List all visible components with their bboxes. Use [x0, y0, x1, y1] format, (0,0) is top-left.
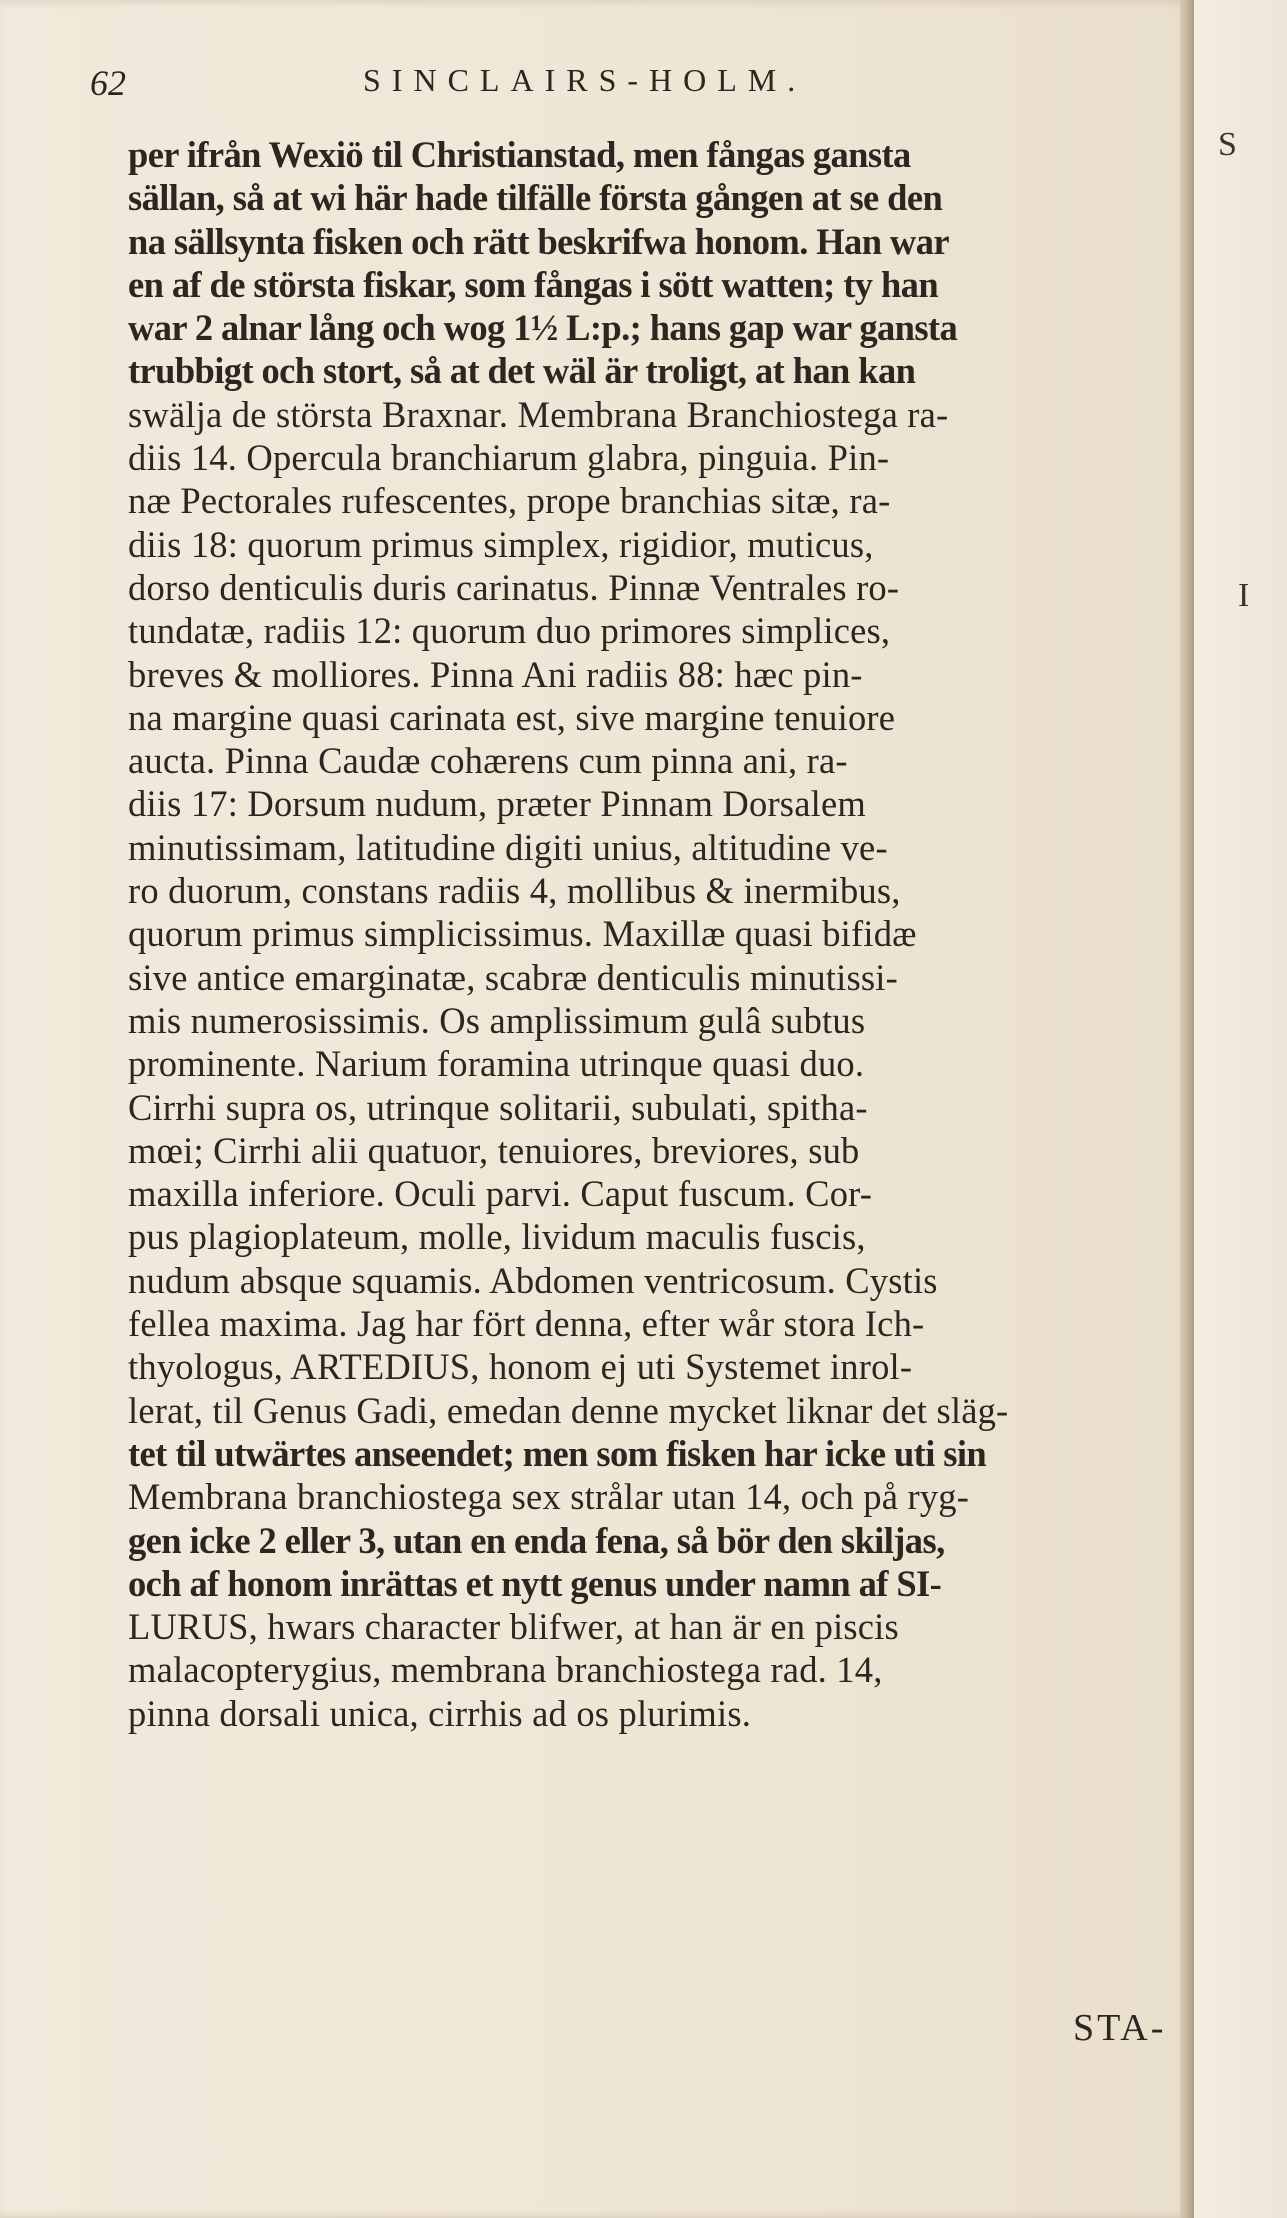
text-line: diis 18: quorum primus simplex, rigidior, muticus, — [128, 523, 874, 565]
text-line: ro duorum, constans radiis 4, mollibus & inermibus, — [128, 870, 901, 912]
text-line: LURUS, hwars character blifwer, at han är en piscis — [128, 1606, 899, 1648]
text-line: prominente. Narium foramina utrinque quasi duo. — [128, 1043, 865, 1085]
text-line: lerat, til Genus Gadi, emedan denne mycket liknar det släg- — [128, 1389, 1009, 1431]
body-text — [128, 133, 1203, 1735]
text-line: tundatæ, radiis 12: quorum duo primores simplices, — [128, 610, 891, 652]
text-line: næ Pectorales rufescentes, prope branchias sitæ, ra- — [128, 480, 891, 522]
text-line: per ifrån Wexiö til Christianstad, men fångas gansta — [128, 134, 911, 175]
text-line: Membrana branchiostega sex strålar utan 14, och på ryg- — [128, 1476, 970, 1518]
text-line: fellea maxima. Jag har fört denna, efter wår stora Ich- — [128, 1303, 925, 1345]
text-line: trubbigt och stort, så at det wäl är troligt, at han kan — [128, 350, 916, 392]
page-header — [90, 62, 1150, 122]
text-line: maxilla inferiore. Oculi parvi. Caput fuscum. Cor- — [128, 1173, 873, 1215]
page-gutter — [1180, 0, 1194, 2218]
text-line: quorum primus simplicissimus. Maxillæ quasi bifidæ — [128, 913, 917, 955]
text-line: aucta. Pinna Caudæ cohærens cum pinna ani, ra- — [128, 740, 848, 782]
text-line: nudum absque squamis. Abdomen ventricosum. Cystis — [128, 1259, 938, 1301]
text-line: pus plagioplateum, molle, lividum maculis fuscis, — [128, 1216, 866, 1258]
text-line: diis 17: Dorsum nudum, præter Pinnam Dorsalem — [128, 783, 866, 825]
text-line: swälja de största Braxnar. Membrana Branchiostega ra- — [128, 393, 949, 435]
page-number: 62 — [90, 63, 126, 103]
facing-page-edge — [1194, 0, 1287, 2218]
text-line: breves & molliores. Pinna Ani radiis 88: hæc pin- — [128, 653, 863, 695]
text-line: pinna dorsali unica, cirrhis ad os plurimis. — [128, 1692, 752, 1734]
text-line: thyologus, ARTEDIUS, honom ej uti Systemet inrol- — [128, 1346, 913, 1388]
text-line: minutissimam, latitudine digiti unius, altitudine ve- — [128, 826, 888, 868]
text-line: en af de största fiskar, som fångas i sött watten; ty han — [128, 263, 939, 305]
text-line: gen icke 2 eller 3, utan en enda fena, så bör den skiljas, — [128, 1519, 945, 1561]
text-line: tet til utwärtes anseendet; men som fisken har icke uti sin — [128, 1432, 987, 1474]
text-line: diis 14. Opercula branchiarum glabra, pinguia. Pin- — [128, 437, 890, 479]
text-line: malacopterygius, membrana branchiostega rad. 14, — [128, 1649, 883, 1691]
catchword: STA- — [1073, 2007, 1167, 2049]
text-line: na sällsynta fisken och rätt beskrifwa honom. Han war — [128, 220, 949, 262]
text-line: sive antice emarginatæ, scabræ denticulis minutissi- — [128, 956, 898, 998]
text-line: och af honom inrättas et nytt genus under namn af SI- — [128, 1562, 942, 1604]
text-line: mis numerosissimis. Os amplissimum gulâ subtus — [128, 999, 866, 1041]
text-line: Cirrhi supra os, utrinque solitarii, subulati, spitha- — [128, 1086, 868, 1128]
text-line: dorso denticulis duris carinatus. Pinnæ Ventrales ro- — [128, 566, 900, 608]
text-line: na margine quasi carinata est, sive margine tenuiore — [128, 696, 896, 738]
text-line: mœi; Cirrhi alii quatuor, tenuiores, breviores, sub — [128, 1129, 860, 1171]
text-line: war 2 alnar lång och wog 1½ L:p.; hans gap war gansta — [128, 307, 958, 349]
running-head: SINCLAIRS-HOLM. — [363, 62, 807, 98]
facing-page-letter-middle: I — [1238, 577, 1250, 614]
facing-page-letter-top: S — [1218, 126, 1237, 163]
text-line: sällan, så at wi här hade tilfälle första gången at se den — [128, 177, 943, 219]
